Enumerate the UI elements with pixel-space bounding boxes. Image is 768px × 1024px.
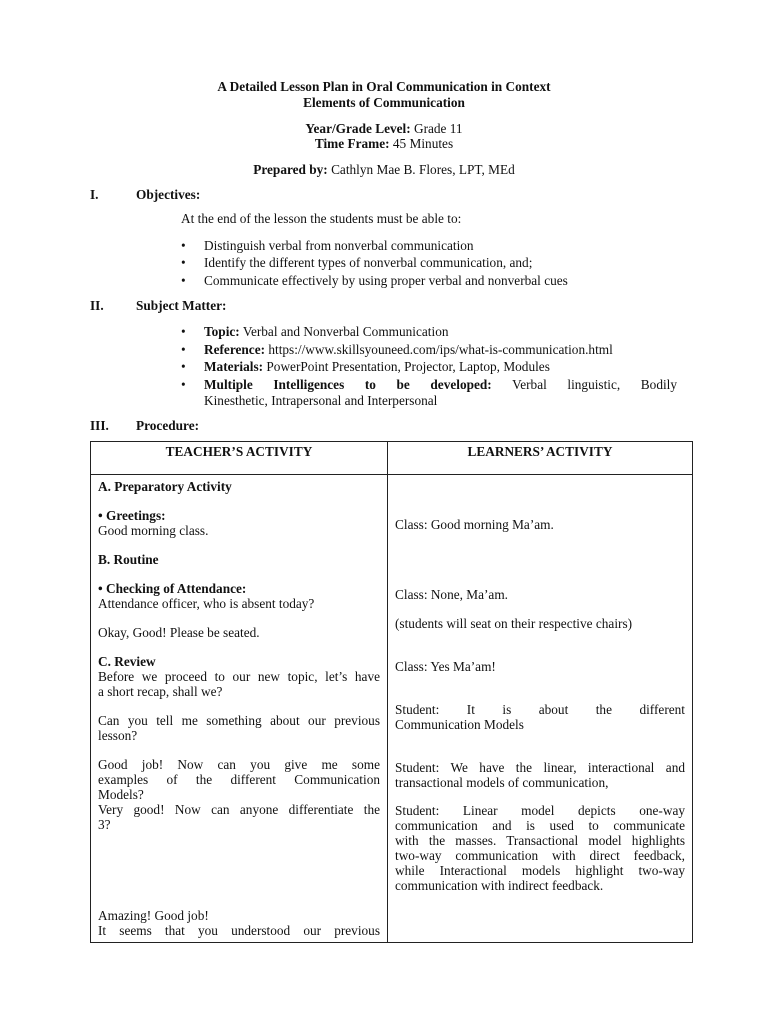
bullet-icon: • <box>181 377 186 392</box>
time-frame-line <box>0 136 768 152</box>
grade-level-line <box>0 121 768 137</box>
bullet-icon: • <box>181 255 186 270</box>
reference-url: https://www.skillsyouneed.com/ips/what-is-communication.html <box>268 342 613 357</box>
greetings-heading: • Greetings: <box>98 508 166 523</box>
routine-heading: B. Routine <box>98 552 159 567</box>
bullet-icon: • <box>181 273 186 288</box>
grade-level-value: Grade 11 <box>413 121 463 136</box>
section-heading-subject-matter: Subject Matter: <box>136 298 227 313</box>
learners-activity-cell: Class: Good morning Ma’am. Class: None, Ma’am. (students will seat on their respective chairs) Class: Yes Ma’am! Student: It is about the different Communication Models Student: We have the linear, interactional and transactional models of communication, Student: Linear model depicts one-way communication and is used to communicate with the masses. Transactional model highlights two-way communication with direct feedback, while Interactional models highlight two-way communication with indirect feedback. <box>388 475 693 943</box>
lesson-plan-page: A Detailed Lesson Plan in Oral Communication in Context Elements of Communication Year/Grade Level: Grade 11 Time Frame: 45 Minutes Prepared by: Cathlyn Mae B. Flores, LPT, MEd I. Objectives: At the end of the lesson the students must be able to: • Distinguish verbal from nonverbal communication • Identify the different types of nonverbal communication, and; • Communicate effectively by using proper verbal and nonverbal cues II. Subject Matter: • Topic: Verbal and Nonverbal Communication • Reference: https://www.skillsyouneed.com/ips/what-is-communication.html • Materials: PowerPoint Presentation, Projector, Laptop, Modules • Multiple Intelligences to be developed: Verbal linguistic, Bodily Kinesthetic, Intrapersonal and Interpersonal III. Procedure: TEACHER’S ACTIVITY LEARNERS’ ACTIVITY A. Preparatory Activity • Greetings: Good morning class. B. Routine • Checking of Attendance: Attendance officer, who is absent today? Okay, Good! Please be seated. C. Review Before we proceed to our new topic, let’s have a short recap, shall we? Can you tell me something about our previous lesson? Good job! Now can you give me some examples of the different Communication Models? Very good! Now can anyone differentiate the 3? Amazing! Good job! It seems that you understood our previous Class: Good morning Ma’am. Class: None, Ma’am. (students will seat on their respective chairs) Class: Yes Ma’am! Student: It is about the different Communication Models Student: We have the linear, interactional and transactional models of communication, Student: Linear model depicts one-way communication and is used to communicate with the masses. Transactional model highlights two-way communication with direct feedback, while Interactional models highlight two-way communication with indirect feedback. <box>0 0 768 1024</box>
section-heading-procedure: Procedure: <box>136 418 200 433</box>
time-frame-value: 45 Minutes <box>392 136 454 151</box>
procedure-table <box>90 441 693 943</box>
prepared-by-label: Prepared by: <box>253 162 328 177</box>
section-numeral-procedure: III. <box>90 418 109 433</box>
column-header-teacher: TEACHER’S ACTIVITY <box>91 442 388 475</box>
time-frame-label: Time Frame: <box>314 136 390 151</box>
attendance-heading: • Checking of Attendance: <box>98 581 247 596</box>
objectives-intro: At the end of the lesson the students must be able to: <box>181 211 462 226</box>
section-heading-objectives: Objectives: <box>136 187 201 202</box>
grade-level-label: Year/Grade Level: <box>305 121 411 136</box>
column-header-learners: LEARNERS’ ACTIVITY <box>388 442 693 475</box>
bullet-icon: • <box>181 342 186 357</box>
prepared-by-value: Cathlyn Mae B. Flores, LPT, MEd <box>331 162 515 177</box>
document-title: A Detailed Lesson Plan in Oral Communication in Context <box>217 79 551 94</box>
section-numeral-objectives: I. <box>90 187 99 202</box>
document-subtitle: Elements of Communication <box>303 95 465 110</box>
teacher-activity-cell: A. Preparatory Activity • Greetings: Good morning class. B. Routine • Checking of Attendance: Attendance officer, who is absent today? Okay, Good! Please be seated. C. Review Before we proceed to our new topic, let’s have a short recap, shall we? Can you tell me something about our previous lesson? Good job! Now can you give me some examples of the different Communication Models? Very good! Now can anyone differentiate the 3? Amazing! Good job! It seems that you understood our previous <box>91 475 388 943</box>
bullet-icon: • <box>181 324 186 339</box>
bullet-icon: • <box>181 359 186 374</box>
section-numeral-subject-matter: II. <box>90 298 104 313</box>
bullet-icon: • <box>181 238 186 253</box>
prepared-by-line <box>0 162 768 178</box>
review-heading: C. Review <box>98 654 156 669</box>
preparatory-heading: A. Preparatory Activity <box>98 479 232 494</box>
